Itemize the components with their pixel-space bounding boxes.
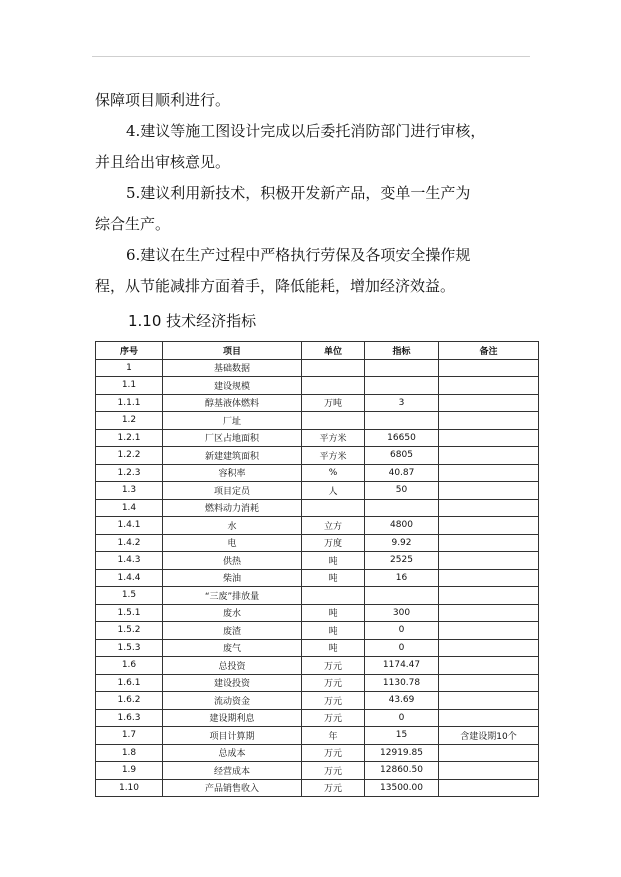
table-row xyxy=(96,692,539,710)
table-cell: 基础数据 xyxy=(163,359,302,377)
table-cell: 0 xyxy=(365,709,439,727)
table-cell: 供热 xyxy=(163,552,302,570)
table-cell: 1.5.2 xyxy=(96,622,163,640)
table-cell: 万元 xyxy=(302,744,365,762)
table-cell: 流动资金 xyxy=(163,692,302,710)
table-cell: 吨 xyxy=(302,639,365,657)
table-cell xyxy=(302,587,365,605)
table-row xyxy=(96,622,539,640)
table-cell: 1.3 xyxy=(96,482,163,500)
column-header: 指标 xyxy=(365,342,439,360)
table-cell: 12860.50 xyxy=(365,762,439,780)
table-cell: 9.92 xyxy=(365,534,439,552)
paragraph-line: 5.建议利用新技术，积极开发新产品，变单一生产为 xyxy=(126,184,471,202)
table-row xyxy=(96,674,539,692)
table-cell: 万元 xyxy=(302,692,365,710)
table-cell: 43.69 xyxy=(365,692,439,710)
table-cell xyxy=(365,499,439,517)
table-cell: 废气 xyxy=(163,639,302,657)
table-cell xyxy=(439,674,539,692)
table-cell xyxy=(365,359,439,377)
paragraph-line: 综合生产。 xyxy=(95,215,171,233)
table-row xyxy=(96,604,539,622)
table-cell: 16650 xyxy=(365,429,439,447)
table-cell xyxy=(302,499,365,517)
table-cell: 1.10 xyxy=(96,779,163,797)
table-cell: 万吨 xyxy=(302,394,365,412)
table-cell: 1.6.1 xyxy=(96,674,163,692)
table-cell: “三废”排放量 xyxy=(163,587,302,605)
table-row xyxy=(96,727,539,745)
table-cell xyxy=(365,587,439,605)
table-cell: 总投资 xyxy=(163,657,302,675)
table-cell: 吨 xyxy=(302,569,365,587)
table-cell: 平方米 xyxy=(302,447,365,465)
table-cell: 1.9 xyxy=(96,762,163,780)
table-cell: 1.2.3 xyxy=(96,464,163,482)
table-cell xyxy=(439,604,539,622)
table-cell: 1.5 xyxy=(96,587,163,605)
table-cell: 1130.78 xyxy=(365,674,439,692)
table-cell: 0 xyxy=(365,622,439,640)
table-cell xyxy=(302,412,365,430)
table-cell: 万元 xyxy=(302,674,365,692)
table-cell xyxy=(439,569,539,587)
table-cell: 废水 xyxy=(163,604,302,622)
table-cell: 1.5.3 xyxy=(96,639,163,657)
column-header: 单位 xyxy=(302,342,365,360)
table-row xyxy=(96,569,539,587)
table-row xyxy=(96,447,539,465)
table-cell: 产品销售收入 xyxy=(163,779,302,797)
table-row xyxy=(96,587,539,605)
table-cell: 厂区占地面积 xyxy=(163,429,302,447)
table-row xyxy=(96,464,539,482)
table-cell xyxy=(439,517,539,535)
paragraph-line: 程，从节能减排方面着手，降低能耗，增加经济效益。 xyxy=(95,277,456,295)
table-cell xyxy=(439,447,539,465)
table-row xyxy=(96,657,539,675)
table-row xyxy=(96,762,539,780)
table-cell: 1.4 xyxy=(96,499,163,517)
table-cell xyxy=(439,552,539,570)
table-row xyxy=(96,709,539,727)
table-cell: 废渣 xyxy=(163,622,302,640)
table-cell: % xyxy=(302,464,365,482)
table-row xyxy=(96,499,539,517)
table-cell: 15 xyxy=(365,727,439,745)
table-cell: 1.8 xyxy=(96,744,163,762)
table-cell: 16 xyxy=(365,569,439,587)
table-row xyxy=(96,394,539,412)
table-cell: 人 xyxy=(302,482,365,500)
table-cell xyxy=(439,762,539,780)
table-cell xyxy=(439,482,539,500)
table-cell xyxy=(439,534,539,552)
table-cell: 1.4.2 xyxy=(96,534,163,552)
table-cell: 万元 xyxy=(302,779,365,797)
table-cell xyxy=(439,779,539,797)
table-row xyxy=(96,482,539,500)
table-cell xyxy=(439,394,539,412)
table-cell xyxy=(439,657,539,675)
table-row xyxy=(96,517,539,535)
table-row xyxy=(96,744,539,762)
column-header: 项目 xyxy=(163,342,302,360)
table-cell xyxy=(302,377,365,395)
table-cell: 吨 xyxy=(302,604,365,622)
table-cell xyxy=(439,709,539,727)
table-cell xyxy=(439,359,539,377)
table-cell: 12919.85 xyxy=(365,744,439,762)
table-cell: 水 xyxy=(163,517,302,535)
paragraph-line: 6.建议在生产过程中严格执行劳保及各项安全操作规 xyxy=(126,246,471,264)
table-cell: 项目定员 xyxy=(163,482,302,500)
table-cell: 13500.00 xyxy=(365,779,439,797)
table-cell: 平方米 xyxy=(302,429,365,447)
table-cell: 建设期利息 xyxy=(163,709,302,727)
table-cell: 1.2 xyxy=(96,412,163,430)
table-row xyxy=(96,377,539,395)
table-cell: 1.4.4 xyxy=(96,569,163,587)
table-cell: 经营成本 xyxy=(163,762,302,780)
table-row xyxy=(96,359,539,377)
paragraph-line: 4.建议等施工图设计完成以后委托消防部门进行审核， xyxy=(126,122,486,140)
section-title: 1.10 技术经济指标 xyxy=(128,312,257,330)
table-cell: 容积率 xyxy=(163,464,302,482)
table-cell: 厂址 xyxy=(163,412,302,430)
table-cell: 1 xyxy=(96,359,163,377)
table-cell xyxy=(365,412,439,430)
table-cell: 电 xyxy=(163,534,302,552)
table-row xyxy=(96,639,539,657)
tech-econ-table xyxy=(95,341,539,797)
table-cell xyxy=(439,499,539,517)
table-cell: 3 xyxy=(365,394,439,412)
table-cell xyxy=(439,639,539,657)
table-cell: 1174.47 xyxy=(365,657,439,675)
column-header: 序号 xyxy=(96,342,163,360)
table-cell xyxy=(439,744,539,762)
column-header: 备注 xyxy=(439,342,539,360)
table-cell: 建设规模 xyxy=(163,377,302,395)
table-row xyxy=(96,429,539,447)
table-cell: 立方 xyxy=(302,517,365,535)
table-cell: 万元 xyxy=(302,762,365,780)
table-cell: 1.6 xyxy=(96,657,163,675)
table-cell: 燃料动力消耗 xyxy=(163,499,302,517)
table-cell: 2525 xyxy=(365,552,439,570)
table-cell: 总成本 xyxy=(163,744,302,762)
table-cell: 含建设期10个 xyxy=(439,727,539,745)
table-cell: 6805 xyxy=(365,447,439,465)
table-cell: 1.6.2 xyxy=(96,692,163,710)
table-row xyxy=(96,779,539,797)
table-cell xyxy=(439,692,539,710)
table-cell: 300 xyxy=(365,604,439,622)
table-cell xyxy=(439,464,539,482)
table-cell: 50 xyxy=(365,482,439,500)
table-row xyxy=(96,412,539,430)
table-cell: 1.4.1 xyxy=(96,517,163,535)
table-cell: 建设投资 xyxy=(163,674,302,692)
table-cell: 万元 xyxy=(302,657,365,675)
table-cell: 万元 xyxy=(302,709,365,727)
table-cell xyxy=(439,429,539,447)
table-cell xyxy=(439,377,539,395)
table-cell xyxy=(439,622,539,640)
table-cell: 年 xyxy=(302,727,365,745)
table-cell: 0 xyxy=(365,639,439,657)
table-cell: 1.4.3 xyxy=(96,552,163,570)
table-cell: 万度 xyxy=(302,534,365,552)
table-cell: 醇基液体燃料 xyxy=(163,394,302,412)
table-cell: 40.87 xyxy=(365,464,439,482)
paragraph-line: 并且给出审核意见。 xyxy=(95,153,231,171)
table-cell xyxy=(439,587,539,605)
table-cell: 1.2.2 xyxy=(96,447,163,465)
table-cell: 4800 xyxy=(365,517,439,535)
table-cell: 柴油 xyxy=(163,569,302,587)
table-cell: 1.1 xyxy=(96,377,163,395)
table-row xyxy=(96,534,539,552)
table-cell: 新建建筑面积 xyxy=(163,447,302,465)
table-cell xyxy=(302,359,365,377)
table-cell: 项目计算期 xyxy=(163,727,302,745)
table-row xyxy=(96,552,539,570)
table-header-row xyxy=(96,342,539,360)
table-cell: 1.2.1 xyxy=(96,429,163,447)
table-cell: 吨 xyxy=(302,622,365,640)
table-cell xyxy=(365,377,439,395)
table-cell: 1.6.3 xyxy=(96,709,163,727)
paragraph-line: 保障项目顺利进行。 xyxy=(95,91,231,109)
table-cell: 1.1.1 xyxy=(96,394,163,412)
header-rule xyxy=(92,56,530,57)
table-cell: 1.5.1 xyxy=(96,604,163,622)
table-cell xyxy=(439,412,539,430)
table-cell: 吨 xyxy=(302,552,365,570)
table-cell: 1.7 xyxy=(96,727,163,745)
